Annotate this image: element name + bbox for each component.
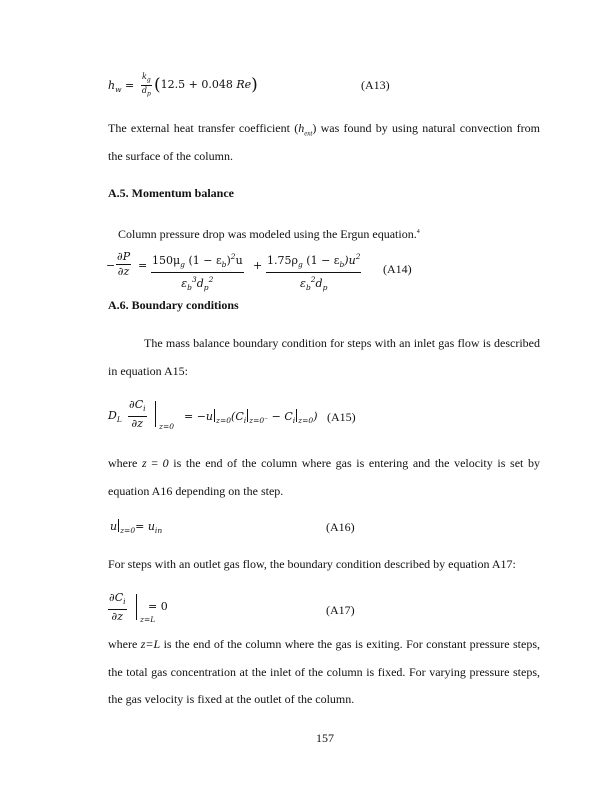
paragraph-exit-line3: the gas velocity is fixed at the outlet of the column. <box>108 692 355 706</box>
paragraph-heat-transfer-line2: the surface of the column. <box>108 149 233 163</box>
paragraph-exit-line2: the total gas concentration at the inlet of the column is fixed. For varying pressure steps, <box>108 665 540 679</box>
paragraph-inlet-line1: where z = 0 is the end of the column where gas is entering and the velocity is set by <box>108 456 540 470</box>
paragraph-mass-balance-line2: in equation A15: <box>108 364 188 378</box>
heading-momentum-balance: A.5. Momentum balance <box>108 186 234 200</box>
paragraph-pressure-drop: Column pressure drop was modeled using the Ergun equation.$^4$ <box>118 227 420 241</box>
paragraph-inlet-line2: equation A16 depending on the step. <box>108 484 284 498</box>
footnote-reference: 4 <box>416 229 420 235</box>
paragraph-mass-balance-line1: The mass balance boundary condition for steps with an inlet gas flow is described <box>144 336 540 350</box>
equation-label-a16: (A16) <box>326 520 355 534</box>
equation-a13: $h_w$ = $\frac{k_g}{d_p}$ (12.5 + 0.048 Re) <box>108 72 258 98</box>
paragraph-heat-transfer-line1: The external heat transfer coefficient $(h_{ext})$ was found by using natural convection from <box>108 121 540 138</box>
equation-label-a13: (A13) <box>361 78 390 92</box>
equation-a15: $D_L$ $\frac{\partial C_i}{\partial z}$ z=0 = −u $_{z=0}(C_i$ $_{z=0^-} - C_i$ $_{z=0}$) <box>108 398 318 431</box>
page-number: 157 <box>316 731 334 745</box>
paragraph-exit-line1: where z=L is the end of the column where the gas is exiting. For constant pressure steps, <box>108 637 540 651</box>
equation-label-a17: (A17) <box>326 603 355 617</box>
equation-label-a15: (A15) <box>327 410 356 424</box>
paragraph-outlet: For steps with an outlet gas flow, the boundary condition described by equation A17: <box>108 557 516 571</box>
heading-boundary-conditions: A.6. Boundary conditions <box>108 298 239 312</box>
equation-a17: $\frac{\partial C_i}{\partial z}$ z=L = 0 <box>109 591 168 624</box>
equation-a16: u $_{z=0}= u_{in}$ <box>110 520 163 535</box>
equation-a14: − $\frac{\partial P}{\partial z}$ = $\frac{150\mu_g (1 - \varepsilon_b)^2u}{\varepsilon_b^3d_p^2}$ + $\frac{1.75\rho_g (1 - \varepsilon_b)u^2}{\varepsilon_b^2d_p}$ <box>106 250 361 292</box>
equation-label-a14: (A14) <box>383 262 412 276</box>
